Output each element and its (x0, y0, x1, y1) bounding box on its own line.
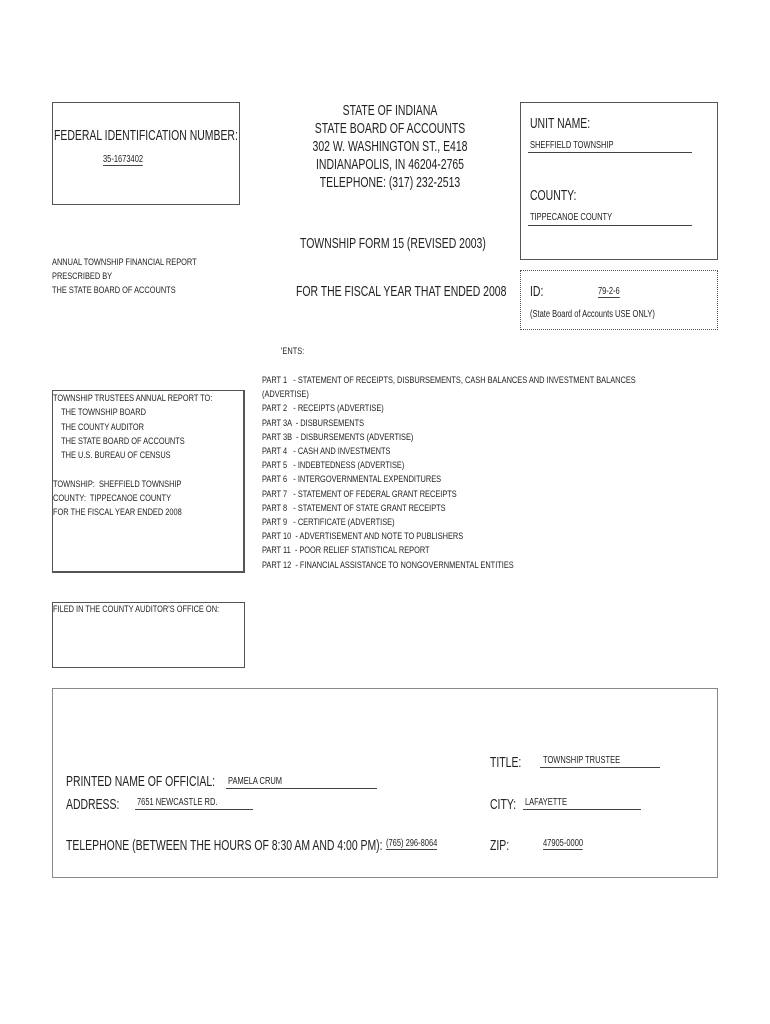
unit-name-value: SHEFFIELD TOWNSHIP (530, 140, 614, 151)
part-item: PART 6 - INTERGOVERNMENTAL EXPENDITURES (262, 474, 442, 486)
part-item: PART 2 - RECEIPTS (ADVERTISE) (262, 403, 384, 415)
phone-value: (765) 296-8064 (386, 838, 438, 849)
prescribed-line: THE STATE BOARD OF ACCOUNTS (52, 285, 176, 296)
agency-block (250, 102, 530, 192)
official-name-underline (226, 788, 377, 789)
id-label: ID: (530, 284, 544, 300)
federal-id-value: 35-1673402 (103, 154, 144, 165)
part-item: PART 8 - STATEMENT OF STATE GRANT RECEIPTS (262, 502, 446, 514)
zip-label: ZIP: (490, 838, 510, 854)
city-underline (523, 809, 641, 810)
annual-report-text (53, 392, 257, 521)
contents-label: 'ENTS: (281, 346, 305, 357)
county-value: TIPPECANOE COUNTY (530, 212, 613, 223)
annual-report-line: THE U.S. BUREAU OF CENSUS (53, 450, 171, 462)
title-label: TITLE: (490, 755, 522, 771)
prescribed-line: PRESCRIBED BY (52, 271, 113, 282)
official-name-value: PAMELA CRUM (228, 776, 283, 787)
annual-report-line: TOWNSHIP: SHEFFIELD TOWNSHIP (53, 478, 182, 490)
part-item: PART 9 - CERTIFICATE (ADVERTISE) (262, 517, 395, 529)
form-title: TOWNSHIP FORM 15 (REVISED 2003) (300, 236, 486, 252)
official-name-label: PRINTED NAME OF OFFICIAL: (66, 774, 216, 790)
annual-report-line: TOWNSHIP TRUSTEES ANNUAL REPORT TO: (53, 393, 213, 404)
federal-id-box (52, 102, 240, 205)
phone-label: TELEPHONE (BETWEEN THE HOURS OF 8:30 AM AND 4:00 PM): (66, 838, 383, 854)
city-value: LAFAYETTE (525, 797, 567, 808)
id-value: 79-2-6 (598, 286, 620, 297)
part-item: PART 4 - CASH AND INVESTMENTS (262, 446, 391, 458)
agency-line: INDIANAPOLIS, IN 46204-2765 (316, 157, 464, 173)
annual-report-line: FOR THE FISCAL YEAR ENDED 2008 (53, 507, 182, 519)
county-underline (528, 225, 692, 226)
id-box (520, 270, 718, 330)
part-item: PART 3B - DISBURSEMENTS (ADVERTISE) (262, 431, 414, 443)
title-underline (540, 767, 660, 768)
annual-report-line: THE STATE BOARD OF ACCOUNTS (53, 435, 185, 447)
part-item: PART 11 - POOR RELIEF STATISTICAL REPORT (262, 545, 430, 557)
part-item: PART 5 - INDEBTEDNESS (ADVERTISE) (262, 460, 405, 472)
prescribed-block (52, 256, 237, 298)
part-item: (ADVERTISE) (262, 389, 309, 401)
agency-line: STATE OF INDIANA (342, 103, 438, 119)
part-item: PART 3A - DISBURSEMENTS (262, 417, 365, 429)
federal-id-label: FEDERAL IDENTIFICATION NUMBER: (54, 128, 238, 144)
title-value: TOWNSHIP TRUSTEE (543, 755, 621, 766)
fiscal-year: FOR THE FISCAL YEAR THAT ENDED 2008 (296, 284, 507, 300)
county-label: COUNTY: (530, 188, 577, 204)
address-underline (135, 809, 253, 810)
part-item: PART 1 - STATEMENT OF RECEIPTS, DISBURSEMENTS, CASH BALANCES AND INVESTMENT BALANCES (262, 375, 636, 386)
agency-line: 302 W. WASHINGTON ST., E418 (312, 139, 468, 155)
unit-name-label: UNIT NAME: (530, 116, 591, 132)
agency-line: STATE BOARD OF ACCOUNTS (314, 121, 466, 137)
agency-line: TELEPHONE: (317) 232-2513 (319, 175, 461, 191)
filed-label: FILED IN THE COUNTY AUDITOR'S OFFICE ON: (53, 604, 220, 615)
annual-report-line (53, 463, 212, 477)
id-note: (State Board of Accounts USE ONLY) (530, 309, 655, 320)
address-label: ADDRESS: (66, 797, 120, 813)
parts-list (262, 374, 741, 573)
address-value: 7651 NEWCASTLE RD. (137, 797, 218, 808)
annual-report-line: THE COUNTY AUDITOR (53, 421, 145, 433)
prescribed-line: ANNUAL TOWNSHIP FINANCIAL REPORT (52, 257, 197, 268)
zip-value: 47905-0000 (543, 838, 584, 849)
part-item: PART 7 - STATEMENT OF FEDERAL GRANT RECEIPTS (262, 488, 457, 500)
city-label: CITY: (490, 797, 517, 813)
unit-name-underline (528, 152, 692, 153)
annual-report-line: THE TOWNSHIP BOARD (53, 407, 146, 419)
annual-report-line: COUNTY: TIPPECANOE COUNTY (53, 493, 172, 505)
part-item: PART 12 - FINANCIAL ASSISTANCE TO NONGOVERNMENTAL ENTITIES (262, 559, 514, 571)
part-item: PART 10 - ADVERTISEMENT AND NOTE TO PUBLISHERS (262, 531, 464, 543)
